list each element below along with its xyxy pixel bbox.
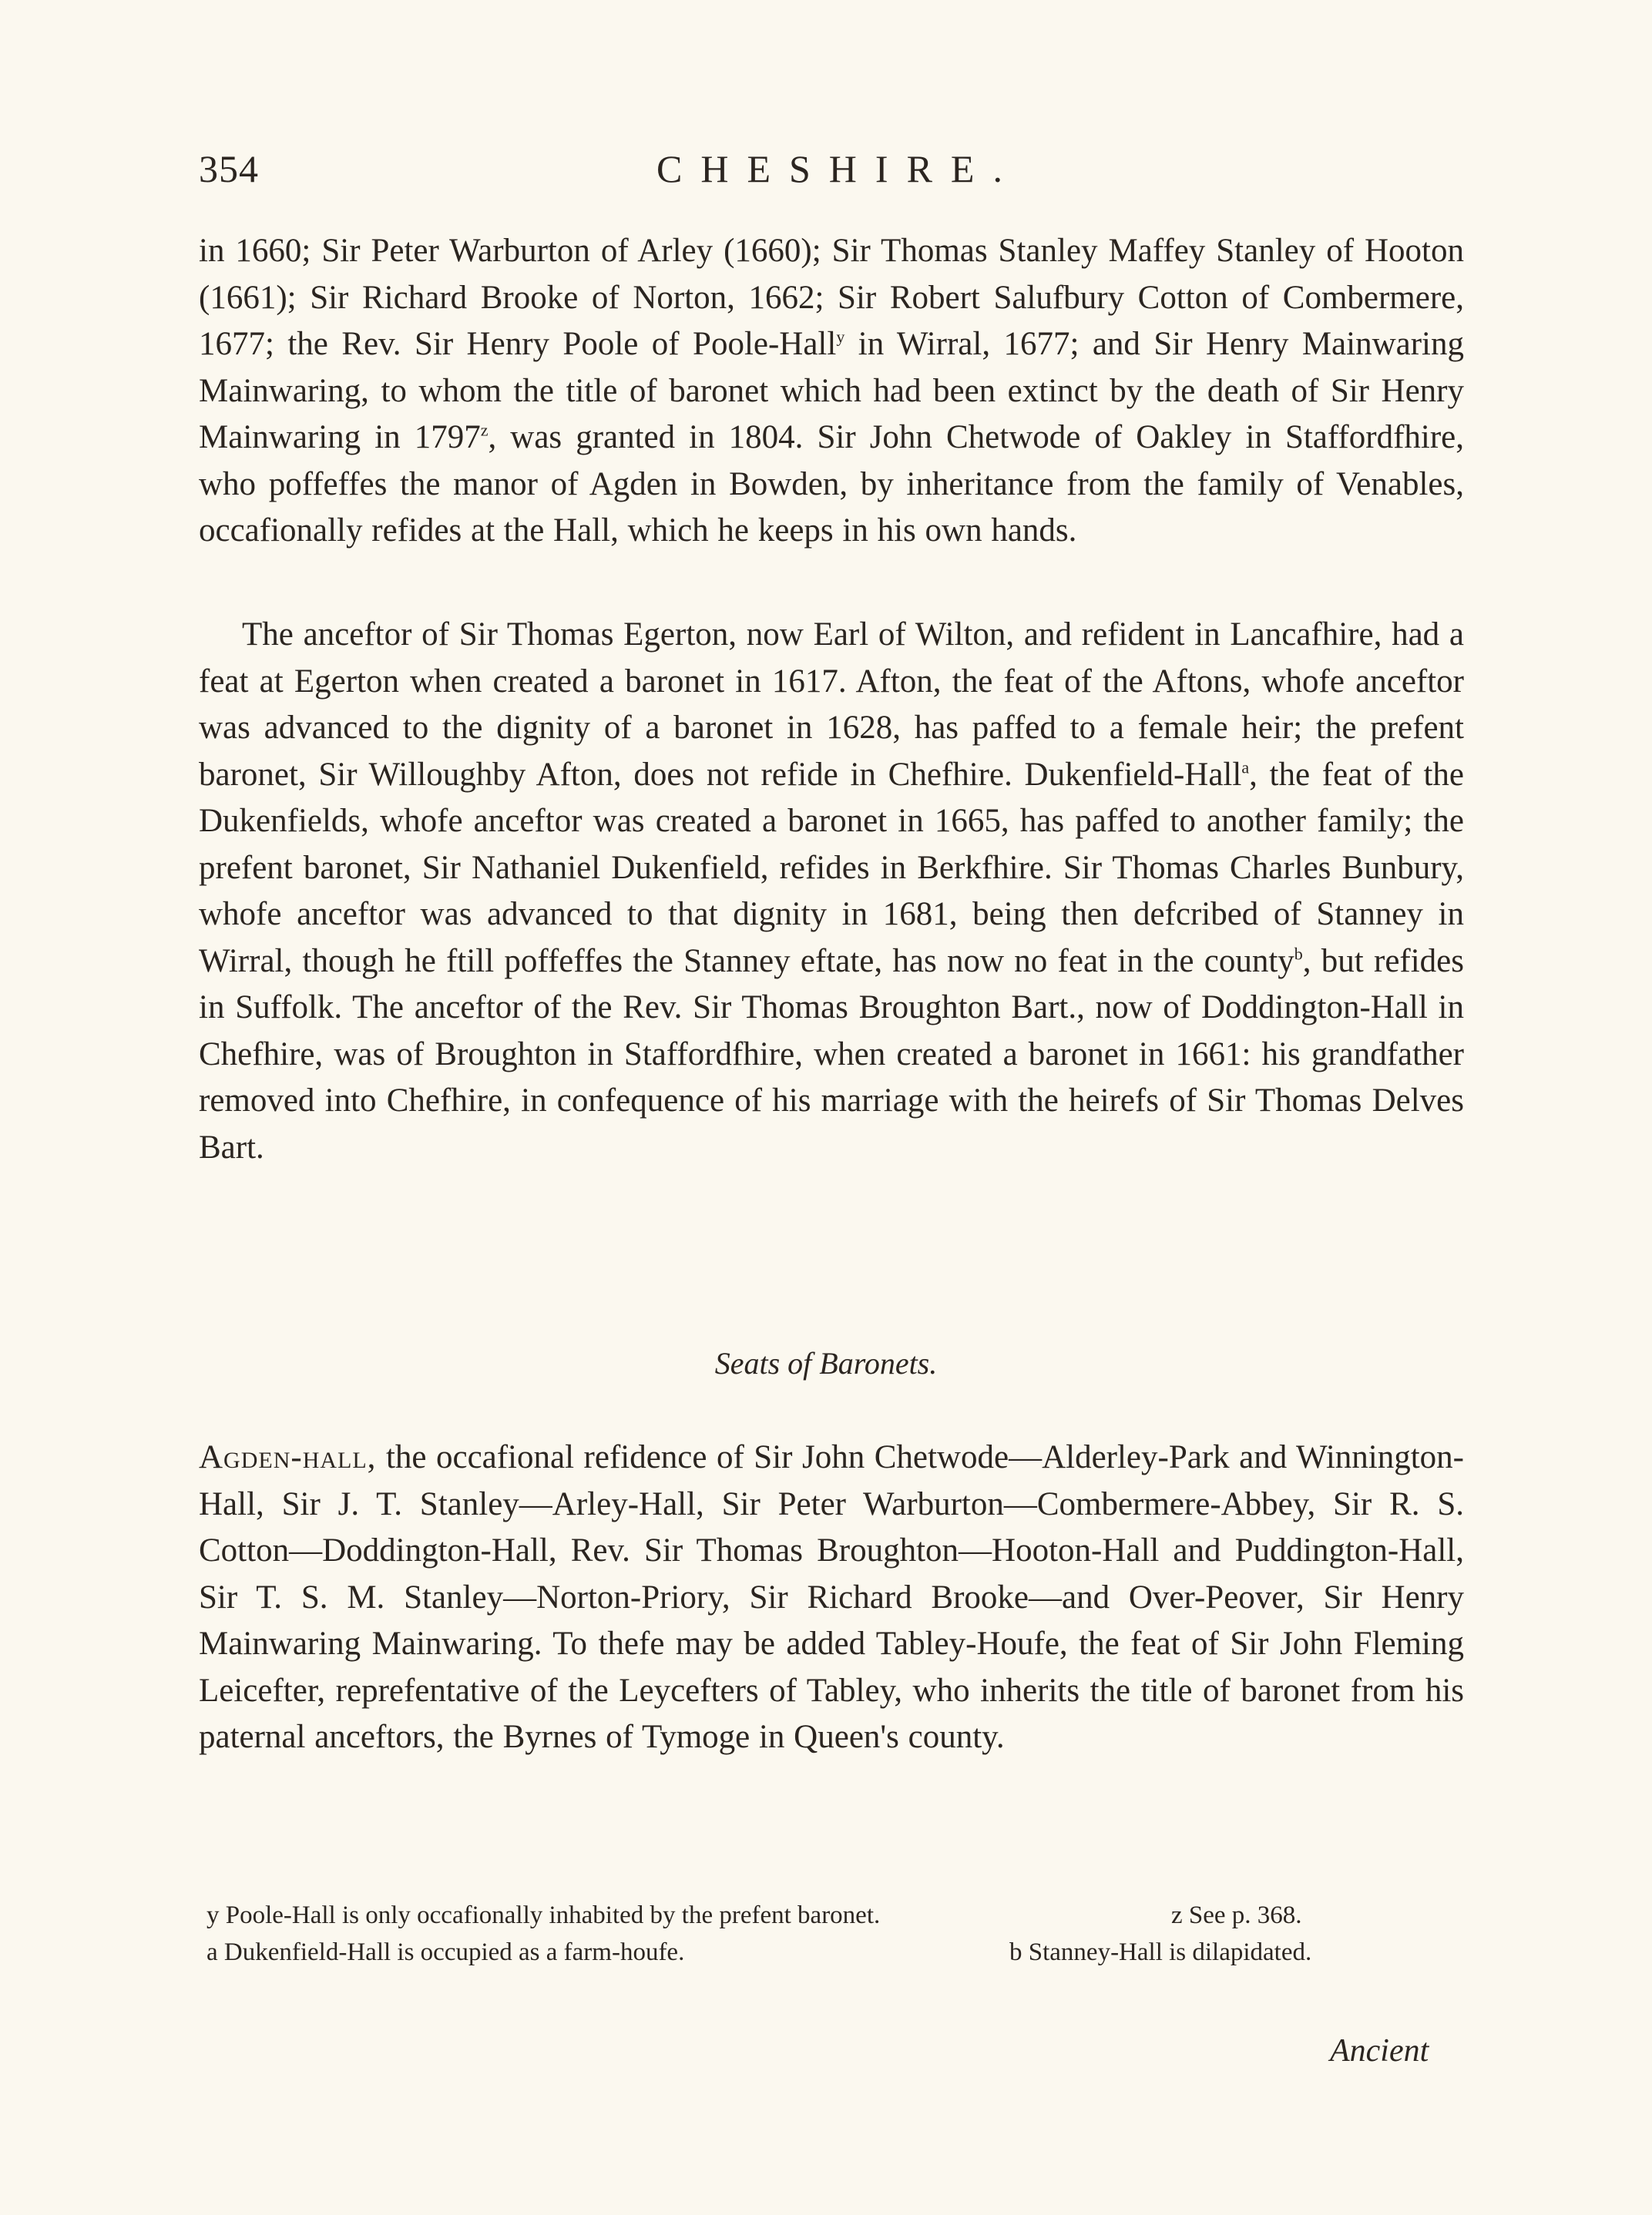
footnote-ref-z: z	[480, 420, 489, 440]
para1-text-a: in 1660; Sir Peter Warburton of Arley (1660); Sir Thomas Stanley Maffey Stanley of Hooton (1661); Sir Richard Brooke of Norton, 1662; Sir Robert Salufbury Cotton of Combermere, 1677; the Rev. Sir Henry Poole of Poole-Hall	[199, 233, 1464, 362]
section-title: Seats of Baronets.	[714, 1346, 938, 1381]
catchword: Ancient	[1330, 2033, 1429, 2069]
footnote-ref-b: b	[1294, 944, 1303, 964]
footnote-ref-a: a	[1241, 757, 1250, 777]
footnote-a: a Dukenfield-Hall is occupied as a farm-houfe.	[206, 1938, 685, 1966]
paragraph-seats	[199, 1435, 1464, 1761]
para1-text-b: in Wirral, 1677; and Sir Henry Mainwaring Mainwaring, to whom the title of baronet which had been extinct by the death of Sir Henry Mainwaring in 1797	[199, 326, 1464, 455]
para2-text-b: , the feat of the Dukenfields, whofe anceftor was created a baronet in 1665, has paffed to another family; the prefent baronet, Sir Nathaniel Dukenfield, refides in Berkfhire. Sir Thomas Charles Bunbury, whofe anceftor was advanced to that dignity in 1681, being then defcribed of Stanney in Wirral, though he ftill poffeffes the Stanney eftate, has now no feat in the county	[199, 756, 1465, 979]
para3-text: the occafional refidence of Sir John Chetwode—Alderley-Park and Winnington-Hall, Sir J. T. Stanley—Arley-Hall, Sir Peter Warburton—Combermere-Abbey, Sir R. S. Cotton—Doddington-Hall, Rev. Sir Thomas Broughton—Hooton-Hall and Puddington-Hall, Sir T. S. M. Stanley—Norton-Priory, Sir Richard Brooke—and Over-Peover, Sir Henry Mainwaring Mainwaring. To thefe may be added Tabley-Houfe, the feat of Sir John Fleming Leicefter, reprefentative of the Leycefters of Tabley, who inherits the title of baronet from his paternal anceftors, the Byrnes of Tymoge in Queen's county.	[199, 1439, 1464, 1755]
footnote-row-2	[206, 1938, 1452, 1975]
footnote-y: y Poole-Hall is only occafionally inhabited by the prefent baronet.	[206, 1901, 881, 1929]
paragraph-baronets-list	[199, 228, 1464, 555]
paragraph-ancestors	[199, 612, 1464, 1171]
page-header	[0, 146, 1652, 200]
footnotes	[206, 1901, 1452, 1975]
footnote-b: b Stanney-Hall is dilapidated.	[1009, 1938, 1312, 1966]
footnote-z: z See p. 368.	[1171, 1901, 1302, 1929]
para1-text-c: , was granted in 1804. Sir John Chetwode of Oakley in Staffordfhire, who poffeffes the manor of Agden in Bowden, by inheritance from the family of Venables, occafionally refides at the Hall, which he keeps in his own hands.	[199, 419, 1464, 549]
running-head: CHESHIRE.	[656, 147, 1021, 190]
para2-text-c: , but refides in Suffolk. The anceftor of the Rev. Sir Thomas Broughton Bart., now of Doddington-Hall in Chefhire, was of Broughton in Staffordfhire, when created a baronet in 1661: his grandfather removed into Chefhire, in confequence of his marriage with the heirefs of Sir Thomas Delves Bart.	[199, 942, 1464, 1166]
page-number: 354	[199, 147, 259, 190]
footnote-ref-y: y	[836, 327, 845, 347]
para2-text-a: The anceftor of Sir Thomas Egerton, now Earl of Wilton, and refident in Lancafhire, had a feat at Egerton when created a baronet in 1617. Afton, the feat of the Aftons, whofe anceftor was advanced to the dignity of a baronet in 1628, has paffed to a female heir; the prefent baronet, Sir Willoughby Afton, does not refide in Chefhire. Dukenfield-Hall	[199, 616, 1464, 793]
seats-lead: Agden-hall,	[199, 1439, 377, 1475]
footnote-row-1	[206, 1901, 1452, 1938]
